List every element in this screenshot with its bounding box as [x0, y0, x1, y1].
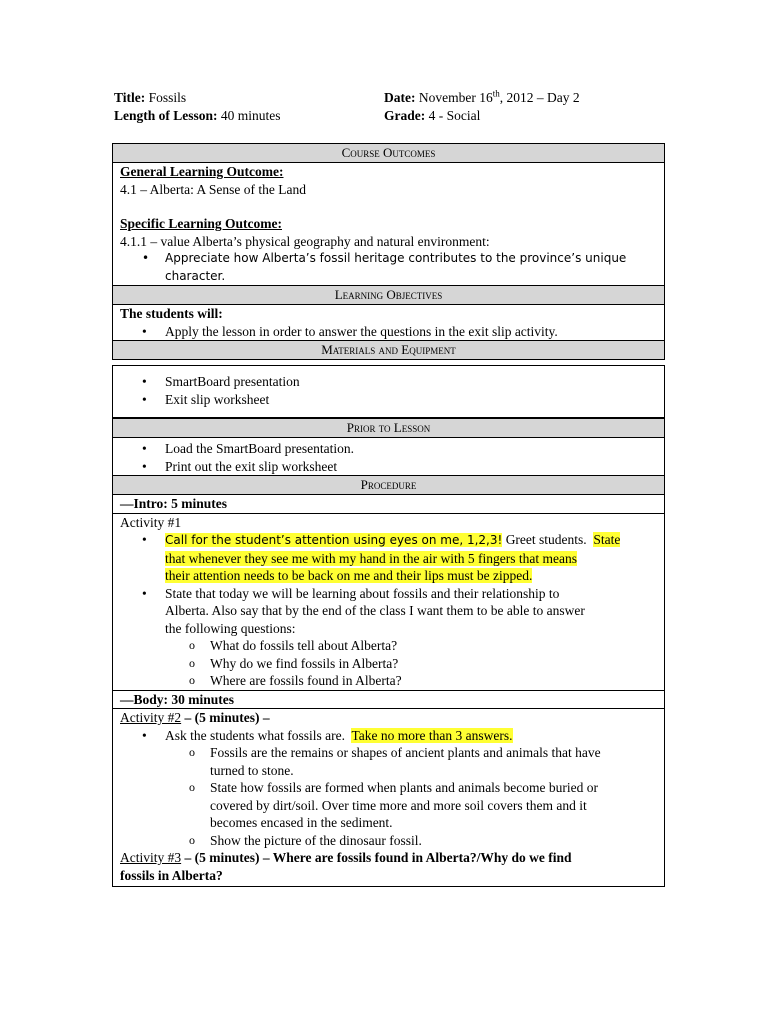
activity3-line2: fossils in Alberta?: [120, 867, 223, 883]
body-cell: Activity #2 – (5 minutes) – • Ask the students what fossils are. Take no more than 3 answers. o Fossils are the remains or shapes of ancient plants and animals that have turned to stone. o State how fossils are formed when plants and animals become buried or covered by dirt/soil. Over time more and more soil covers them and it becomes encased in the sediment. o Show the picture of the dinosaur fossil. Activity #3 – (5 minutes) – Where are fossils found in Alberta?/Why do we find fossils in Alberta?: [113, 709, 664, 886]
list-item: • Apply the lesson in order to answer the questions in the exit slip activity.: [120, 323, 664, 341]
title-line: Title: Fossils: [114, 90, 187, 105]
list-item: • Print out the exit slip worksheet: [120, 458, 664, 476]
list-item: o Show the picture of the dinosaur fossil.: [165, 832, 664, 850]
procedure-heading: Procedure: [113, 476, 664, 495]
outcomes-table: [112, 143, 665, 360]
course-outcomes-cell: [113, 163, 664, 286]
list-item: • Appreciate how Alberta’s fossil heritage contributes to the province’s unique character.: [120, 250, 664, 285]
list-item: • Call for the student’s attention using eyes on me, 1,2,3! Greet students. State that whenever they see me with my hand in the air with 5 fingers that means their attention needs to be back on me and their lips must be zipped.: [120, 531, 664, 585]
intro-heading-cell: [113, 495, 664, 514]
activity1-cell: [113, 514, 664, 691]
grade-value: 4 - Social: [428, 108, 481, 123]
materials-table: [112, 365, 665, 417]
prior-cell: [113, 438, 664, 476]
body-heading: —Body: 30 minutes: [120, 691, 235, 707]
list-item: o Where are fossils found in Alberta?: [165, 672, 664, 690]
activity1-list: [120, 531, 664, 690]
list-item: o What do fossils tell about Alberta?: [165, 637, 664, 655]
materials-list: [120, 373, 664, 408]
question-list: [165, 637, 664, 690]
list-item: • Exit slip worksheet: [120, 391, 664, 409]
specific-outcome-label: Specific Learning Outcome:: [120, 216, 282, 231]
activity2-list: [120, 727, 664, 850]
list-item: • State that today we will be learning about fossils and their relationship to Alberta. Also say that by the end of the class I want them to be able to answer the following questions: o What do fossils tell about Alberta? o Why do we find fossils in Alberta? o Where are fossils found in Alberta?: [120, 585, 664, 690]
length-line: Length of Lesson: 40 minutes: [114, 108, 281, 123]
length-value: 40 minutes: [220, 108, 281, 123]
materials-cell: [113, 366, 664, 408]
course-outcomes-heading: Course Outcomes: [113, 144, 664, 163]
learning-objectives-heading: Learning Objectives: [113, 286, 664, 305]
general-outcome-label: General Learning Outcome:: [120, 164, 284, 179]
specific-outcome-value: 4.1.1 – value Alberta’s physical geography and natural environment:: [120, 233, 490, 249]
general-outcome-value: 4.1 – Alberta: A Sense of the Land: [120, 181, 306, 197]
intro-heading: —Intro: 5 minutes: [120, 496, 228, 511]
materials-heading: Materials and Equipment: [113, 341, 664, 360]
date-line: Date: November 16th, 2012 – Day 2: [384, 88, 580, 105]
list-item: • Load the SmartBoard presentation.: [120, 440, 664, 458]
header-right: [384, 89, 580, 125]
learning-objectives-cell: [113, 305, 664, 341]
title-value: Fossils: [148, 90, 187, 105]
specific-outcome-list: [120, 250, 664, 285]
activity1-label: Activity #1: [120, 514, 182, 530]
objectives-lead: The students will:: [120, 306, 223, 321]
list-item: o Why do we find fossils in Alberta?: [165, 655, 664, 673]
activity2-sublist: [165, 744, 664, 849]
list-item: • SmartBoard presentation: [120, 373, 664, 391]
list-item: • Ask the students what fossils are. Take no more than 3 answers. o Fossils are the remains or shapes of ancient plants and animals that have turned to stone. o State how fossils are formed when plants and animals become buried or covered by dirt/soil. Over time more and more soil covers them and it becomes encased in the sediment. o Show the picture of the dinosaur fossil.: [120, 727, 664, 850]
header-left: [114, 89, 281, 125]
prior-heading: Prior to Lesson: [113, 418, 664, 438]
grade-line: Grade: 4 - Social: [384, 108, 481, 123]
list-item: o Fossils are the remains or shapes of ancient plants and animals that have turned to stone.: [165, 744, 664, 779]
list-item: o State how fossils are formed when plants and animals become buried or covered by dirt/soil. Over time more and more soil covers them and it becomes encased in the sediment.: [165, 779, 664, 832]
activity3-label: Activity #3: [120, 850, 182, 865]
body-heading-cell: [113, 691, 664, 710]
procedure-table: [112, 417, 665, 887]
prior-list: [120, 440, 664, 475]
activity2-label: Activity #2: [120, 710, 182, 725]
